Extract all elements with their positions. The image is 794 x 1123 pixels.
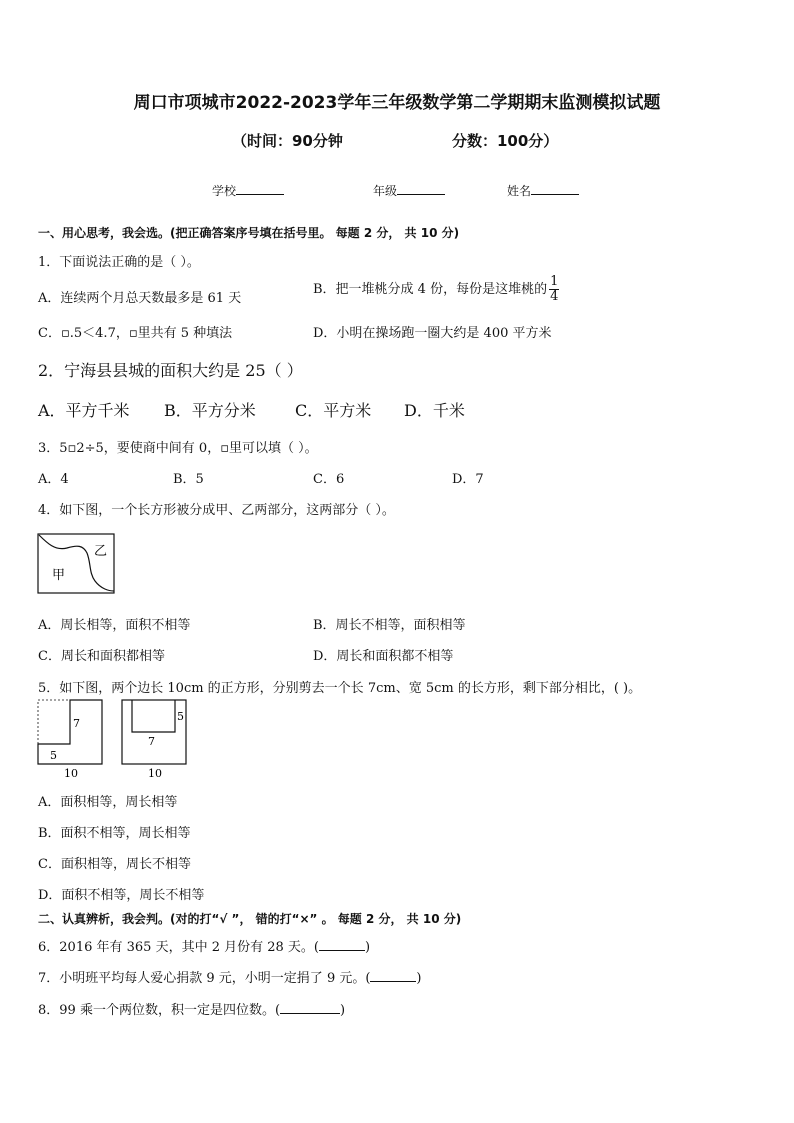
fig1-label-10: 10 bbox=[64, 767, 78, 780]
name-label: 姓名 bbox=[507, 184, 532, 198]
question-1-option-d[interactable]: D．小明在操场跑一圈大约是 400 平方米 bbox=[313, 326, 552, 341]
question-1-option-b[interactable] bbox=[313, 275, 559, 304]
grade-blank[interactable] bbox=[397, 182, 445, 195]
rectangle-outline bbox=[38, 534, 114, 593]
name-blank[interactable] bbox=[531, 182, 579, 195]
question-5-option-c[interactable]: C．面积相等，周长不相等 bbox=[38, 857, 191, 872]
school-label: 学校 bbox=[212, 184, 237, 198]
question-3-option-d[interactable]: D．7 bbox=[452, 472, 484, 487]
question-2-option-a[interactable]: A．平方千米 bbox=[38, 401, 130, 420]
question-4-option-b[interactable]: B．周长不相等，面积相等 bbox=[313, 618, 466, 633]
question-6-text: 6．2016 年有 365 天，其中 2 月份有 28 天。( bbox=[38, 940, 319, 955]
option-b-text: B．把一堆桃分成 4 份，每份是这堆桃的 bbox=[313, 282, 548, 297]
fraction-one-quarter: $\frac{1}{4}$ bbox=[550, 274, 559, 304]
question-8 bbox=[38, 999, 345, 1018]
question-2-option-d[interactable]: D．千米 bbox=[404, 401, 465, 420]
question-3-option-b[interactable]: B．5 bbox=[173, 472, 204, 487]
name-field bbox=[507, 182, 579, 199]
square-figure-1 bbox=[38, 700, 102, 780]
question-3-stem: 3．5▫2÷5，要使商中间有 0，▫里可以填（ ）。 bbox=[38, 441, 318, 456]
exam-time: （时间：90分钟 bbox=[232, 132, 343, 150]
question-3-option-c[interactable]: C．6 bbox=[313, 472, 345, 487]
question-5-option-a[interactable]: A．面积相等，周长相等 bbox=[38, 795, 178, 810]
grade-label: 年级 bbox=[373, 184, 398, 198]
question-7 bbox=[38, 967, 422, 986]
question-5-option-d[interactable]: D．面积不相等，周长不相等 bbox=[38, 888, 205, 903]
page-title: 周口市项城市2022-2023学年三年级数学第二学期期末监测模拟试题 bbox=[133, 93, 661, 113]
cut-out-outline-2 bbox=[132, 700, 175, 732]
region-jia-label: 甲 bbox=[52, 568, 66, 583]
region-yi-label: 乙 bbox=[94, 544, 108, 559]
close-paren: ) bbox=[416, 971, 422, 986]
question-8-answer-blank[interactable] bbox=[280, 1001, 340, 1014]
cut-squares-figure bbox=[36, 698, 196, 782]
question-4-stem: 4．如下图，一个长方形被分成甲、乙两部分，这两部分（ ）。 bbox=[38, 503, 395, 518]
fig2-label-5: 5 bbox=[177, 710, 184, 723]
question-2-stem: 2．宁海县县城的面积大约是 25（ ） bbox=[38, 361, 303, 380]
question-4-option-d[interactable]: D．周长和面积都不相等 bbox=[313, 649, 454, 664]
section-heading-1: 一、用心思考，我会选。(把正确答案序号填在括号里。 每题 2 分， 共 10 分) bbox=[38, 226, 460, 240]
question-6-answer-blank[interactable] bbox=[319, 938, 365, 951]
question-7-answer-blank[interactable] bbox=[370, 969, 416, 982]
question-2-option-c[interactable]: C．平方米 bbox=[295, 401, 372, 420]
question-2-option-b[interactable]: B．平方分米 bbox=[164, 401, 256, 420]
question-6 bbox=[38, 936, 370, 955]
question-5-option-b[interactable]: B．面积不相等，周长相等 bbox=[38, 826, 191, 841]
question-1-stem: 1．下面说法正确的是（ ）。 bbox=[38, 255, 200, 270]
question-5-stem: 5．如下图，两个边长 10cm 的正方形，分别剪去一个长 7cm、宽 5cm 的长方形，剩下部分相比，( )。 bbox=[38, 681, 642, 696]
divided-rectangle-figure bbox=[37, 533, 117, 595]
question-1-option-c[interactable]: C．▫.5＜4.7，▫里共有 5 种填法 bbox=[38, 326, 233, 341]
grade-field bbox=[373, 182, 445, 199]
question-4-option-a[interactable]: A．周长相等，面积不相等 bbox=[38, 618, 191, 633]
question-3-option-a[interactable]: A．4 bbox=[38, 472, 69, 487]
fig2-label-10: 10 bbox=[148, 767, 162, 780]
question-8-text: 8．99 乘一个两位数，积一定是四位数。( bbox=[38, 1003, 281, 1018]
fig2-label-7: 7 bbox=[148, 735, 155, 748]
question-7-text: 7．小明班平均每人爱心捐款 9 元，小明一定捐了 9 元。( bbox=[38, 971, 371, 986]
question-1-option-a[interactable]: A．连续两个月总天数最多是 61 天 bbox=[38, 291, 242, 306]
square-figure-2 bbox=[122, 700, 186, 780]
school-blank[interactable] bbox=[236, 182, 284, 195]
fig1-label-7: 7 bbox=[73, 717, 80, 730]
school-field bbox=[212, 182, 284, 199]
close-paren: ) bbox=[340, 1003, 346, 1018]
question-4-option-c[interactable]: C．周长和面积都相等 bbox=[38, 649, 165, 664]
close-paren: ) bbox=[364, 940, 371, 955]
section-heading-2: 二、认真辨析，我会判。(对的打“√ ”， 错的打“×” 。 每题 2 分， 共 10 分) bbox=[38, 912, 462, 926]
fig1-label-5: 5 bbox=[50, 749, 57, 762]
exam-score: 分数：100分） bbox=[452, 132, 559, 150]
remaining-shape-1 bbox=[38, 700, 102, 764]
